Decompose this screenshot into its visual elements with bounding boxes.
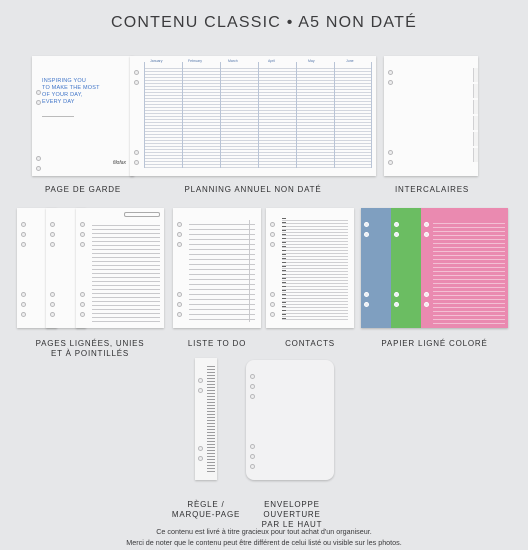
contacts-label: CONTACTS	[285, 339, 335, 348]
envelope-label: ENVELOPPE OUVERTURE PAR LE HAUT	[261, 500, 323, 529]
contacts-page-image	[266, 208, 354, 328]
year-planner-image	[130, 56, 376, 176]
cover-page-label: PAGE DE GARDE	[44, 185, 122, 194]
cover-page-image	[32, 56, 134, 176]
lined-page-image	[76, 208, 164, 328]
ruler-label: RÈGLE / MARQUE-PAGE	[171, 500, 241, 519]
dividers-label: INTERCALAIRES	[395, 185, 469, 194]
top-opening-envelope-image	[246, 360, 334, 480]
dividers-image	[384, 56, 478, 176]
filofax-logo: filofax	[112, 160, 126, 166]
footer-note: Ce contenu est livré à titre gracieux pour tout achat d'un organiseur. Merci de noter que le contenu peut être différent de celui listé ou visible sur les photos.	[126, 527, 402, 547]
page-title: CONTENU CLASSIC • A5 NON DATÉ	[111, 14, 417, 31]
todo-page-image	[173, 208, 261, 328]
cover-headline: INSPIRING YOU TO MAKE THE MOST OF YOUR DAY, EVERY DAY	[42, 78, 100, 105]
planner-months-header: January February March April May June	[150, 59, 354, 63]
ruler-bookmark-image	[195, 358, 217, 480]
year-planner-label: PLANNING ANNUEL NON DATÉ	[184, 185, 322, 194]
todo-label: LISTE TO DO	[187, 339, 247, 348]
colored-paper-label: PAPIER LIGNÉ COLORÉ	[381, 339, 488, 348]
lined-pages-label: PAGES LIGNÉES, UNIES ET À POINTILLÉS	[35, 339, 145, 358]
cover-name-line	[42, 116, 74, 117]
colored-paper-image	[361, 208, 508, 328]
